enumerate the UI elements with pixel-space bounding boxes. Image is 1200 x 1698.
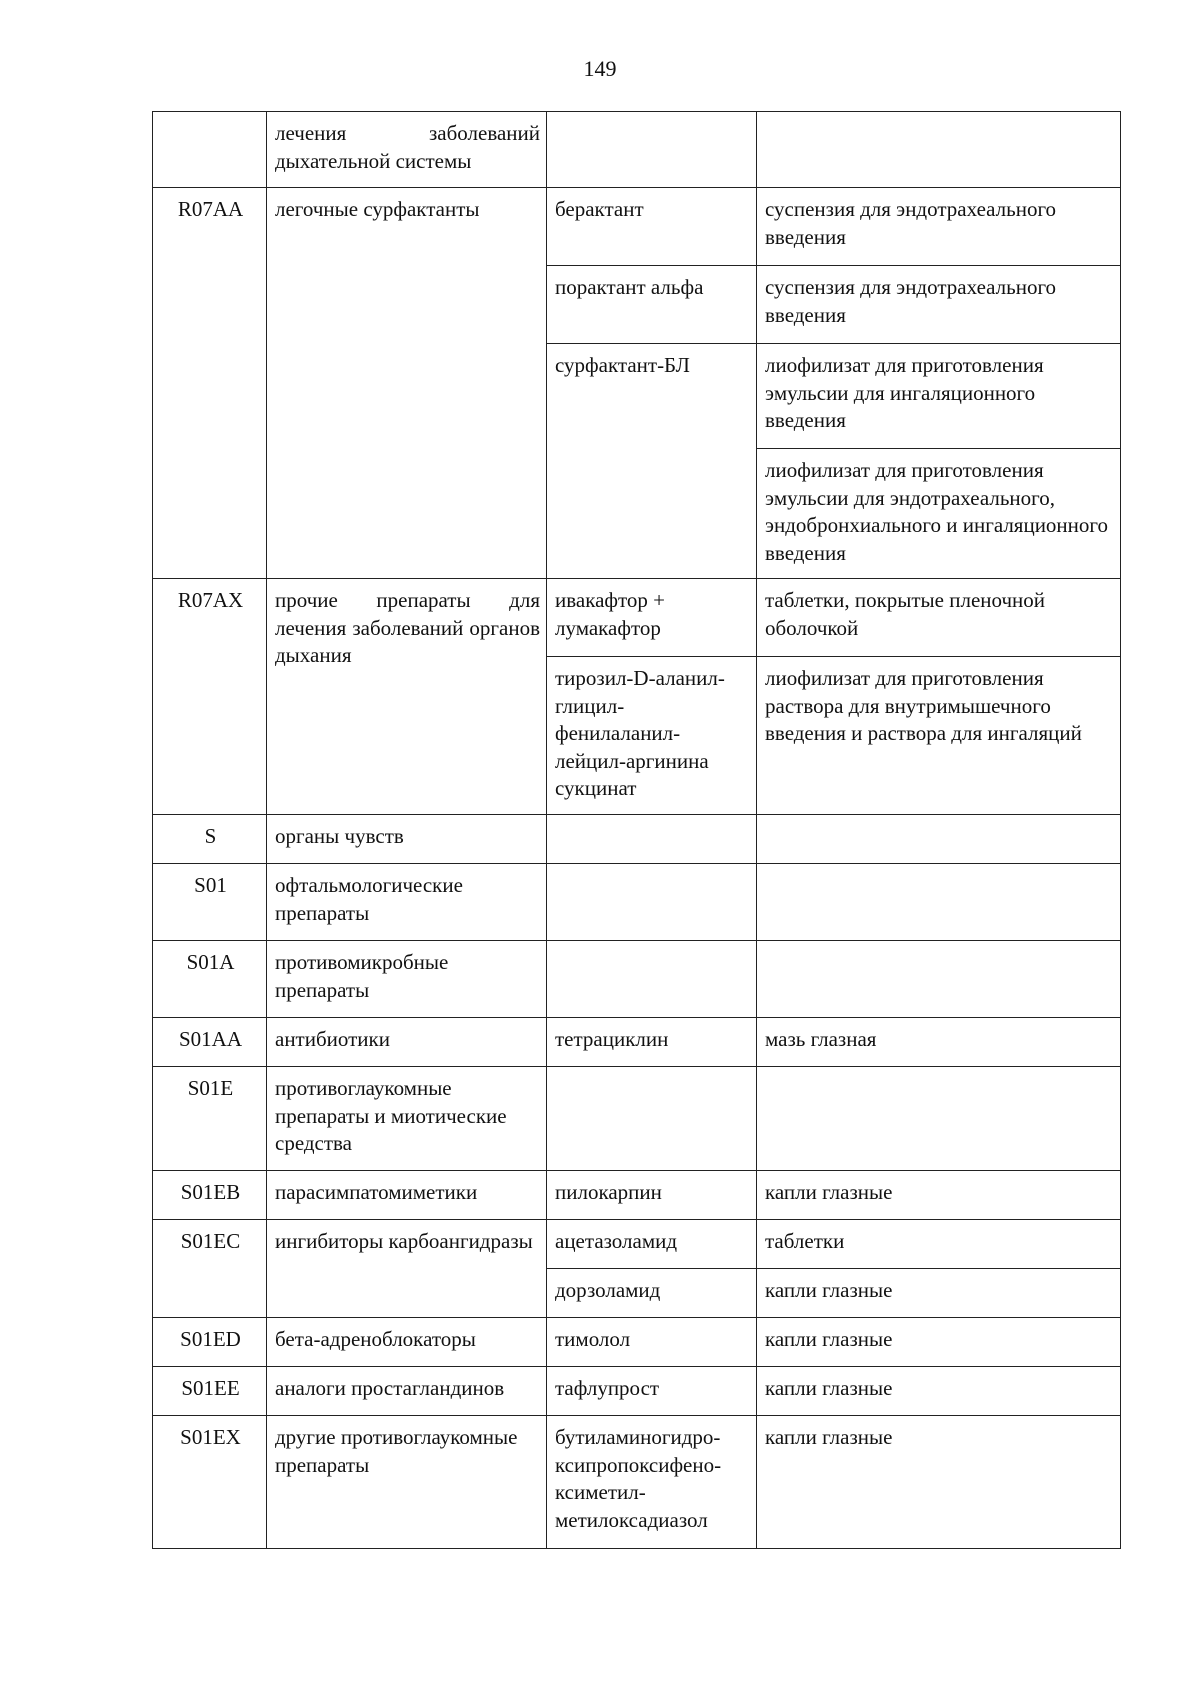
- atc-code-cell: S01ED: [153, 1318, 267, 1367]
- atc-code-cell: S: [153, 815, 267, 864]
- group-name-cell: ингибиторы карбоангидразы: [267, 1220, 547, 1318]
- group-name-cell: прочие препараты для лечения заболеваний органов дыхания: [267, 579, 547, 815]
- table-row: [153, 1067, 1121, 1171]
- dosage-form-cell: лиофилизат для приготовления раствора для внутримышечного введения и раствора для ингаляций: [757, 657, 1121, 815]
- dosage-form-cell: капли глазные: [757, 1367, 1121, 1416]
- table-row: [153, 579, 1121, 657]
- atc-code-cell: [153, 112, 267, 188]
- dosage-form-cell: суспензия для эндотрахеального введения: [757, 188, 1121, 266]
- dosage-form-cell: [757, 815, 1121, 864]
- drug-name-cell: тафлупрост: [547, 1367, 757, 1416]
- dosage-form-cell: мазь глазная: [757, 1018, 1121, 1067]
- group-name-cell: противомикробные препараты: [267, 941, 547, 1018]
- dosage-form-cell: [757, 1067, 1121, 1171]
- dosage-form-cell: суспензия для эндотрахеального введения: [757, 266, 1121, 344]
- drug-name-cell: берактант: [547, 188, 757, 266]
- dosage-form-cell: [757, 864, 1121, 941]
- table-row: [153, 1416, 1121, 1549]
- page-number: 149: [583, 56, 617, 81]
- atc-code-cell: R07AA: [153, 188, 267, 579]
- dosage-form-cell: лиофилизат для приготовления эмульсии для эндотрахеального, эндобронхиального и ингаляционного введения: [757, 449, 1121, 579]
- table-row: [153, 941, 1121, 1018]
- dosage-form-cell: лиофилизат для приготовления эмульсии для ингаляционного введения: [757, 344, 1121, 449]
- group-name-cell: офтальмологические препараты: [267, 864, 547, 941]
- drug-name-cell: тетрациклин: [547, 1018, 757, 1067]
- group-name-cell: парасимпатомиметики: [267, 1171, 547, 1220]
- drug-name-cell: [547, 112, 757, 188]
- dosage-form-cell: [757, 112, 1121, 188]
- atc-code-cell: S01EE: [153, 1367, 267, 1416]
- drug-name-cell: [547, 815, 757, 864]
- dosage-form-cell: таблетки: [757, 1220, 1121, 1269]
- dosage-form-cell: капли глазные: [757, 1269, 1121, 1318]
- group-name-cell: бета-адреноблокаторы: [267, 1318, 547, 1367]
- table-row: [153, 815, 1121, 864]
- atc-code-cell: S01E: [153, 1067, 267, 1171]
- group-name-cell: антибиотики: [267, 1018, 547, 1067]
- atc-code-cell: R07AX: [153, 579, 267, 815]
- table-row: [153, 1220, 1121, 1269]
- table-row: [153, 1367, 1121, 1416]
- group-name-cell: аналоги простагландинов: [267, 1367, 547, 1416]
- drug-name-cell: бутиламиногидро- ксипропоксифено- ксиметил- метилоксадиазол: [547, 1416, 757, 1549]
- atc-code-cell: S01EB: [153, 1171, 267, 1220]
- atc-drug-table: [152, 111, 1121, 1549]
- drug-name-cell: [547, 941, 757, 1018]
- drug-name-cell: сурфактант-БЛ: [547, 344, 757, 579]
- dosage-form-cell: капли глазные: [757, 1318, 1121, 1367]
- dosage-form-cell: капли глазные: [757, 1171, 1121, 1220]
- atc-code-cell: S01: [153, 864, 267, 941]
- dosage-form-cell: [757, 941, 1121, 1018]
- group-name-cell: органы чувств: [267, 815, 547, 864]
- table-row: [153, 112, 1121, 188]
- group-name-cell: лечения заболеваний дыхательной системы: [267, 112, 547, 188]
- dosage-form-cell: таблетки, покрытые пленочной оболочкой: [757, 579, 1121, 657]
- drug-name-cell: ивакафтор + лумакафтор: [547, 579, 757, 657]
- drug-name-cell: порактант альфа: [547, 266, 757, 344]
- drug-name-cell: дорзоламид: [547, 1269, 757, 1318]
- dosage-form-cell: капли глазные: [757, 1416, 1121, 1549]
- drug-name-cell: тимолол: [547, 1318, 757, 1367]
- group-name-cell: противоглаукомные препараты и миотические средства: [267, 1067, 547, 1171]
- table-row: [153, 1171, 1121, 1220]
- table-row: [153, 864, 1121, 941]
- table-row: [153, 188, 1121, 266]
- table-row: [153, 1018, 1121, 1067]
- atc-code-cell: S01EX: [153, 1416, 267, 1549]
- drug-name-cell: [547, 864, 757, 941]
- drug-name-cell: тирозил-D-аланил- глицил- фенилаланил- лейцил-аргинина сукцинат: [547, 657, 757, 815]
- table-row: [153, 1318, 1121, 1367]
- atc-code-cell: S01AA: [153, 1018, 267, 1067]
- group-name-cell: легочные сурфактанты: [267, 188, 547, 579]
- drug-name-cell: пилокарпин: [547, 1171, 757, 1220]
- group-name-cell: другие противоглаукомные препараты: [267, 1416, 547, 1549]
- drug-name-cell: ацетазоламид: [547, 1220, 757, 1269]
- atc-code-cell: S01EC: [153, 1220, 267, 1318]
- atc-code-cell: S01A: [153, 941, 267, 1018]
- drug-name-cell: [547, 1067, 757, 1171]
